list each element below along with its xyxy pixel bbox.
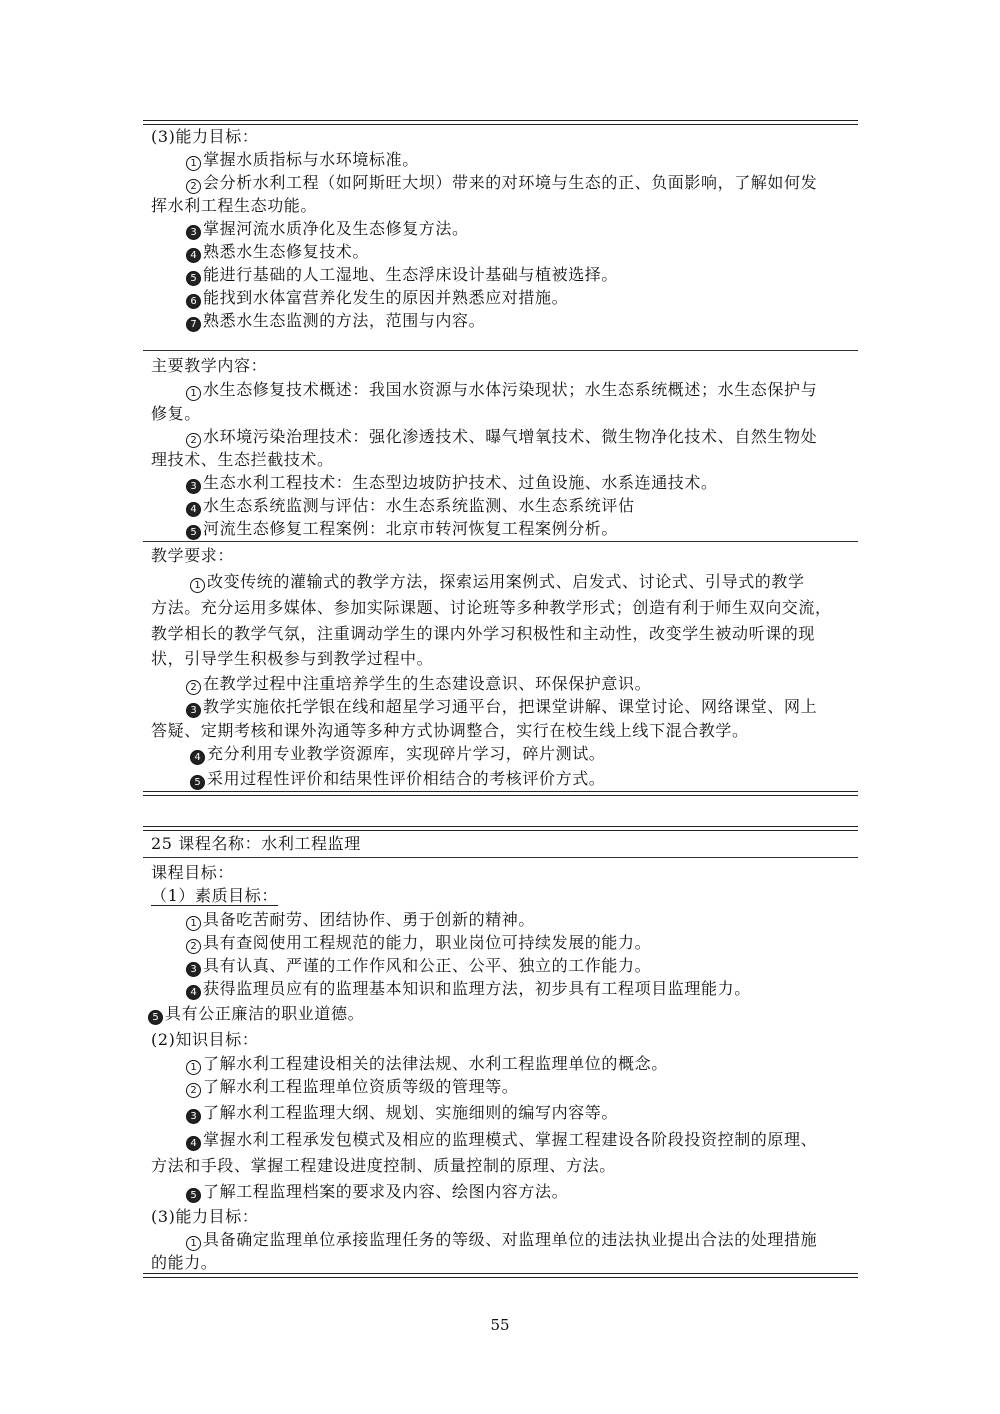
ability-item-5 — [186, 263, 886, 286]
circled-number-icon: 3 — [186, 703, 201, 718]
circled-number-icon: 6 — [186, 294, 201, 309]
circled-number-icon: 2 — [186, 179, 201, 194]
item-text: 获得监理员应有的监理基本知识和监理方法，初步具有工程项目监理能力。 — [203, 979, 751, 998]
item-text: 熟悉水生态监测的方法，范围与内容。 — [203, 311, 486, 330]
item-text: 了解水利工程建设相关的法律法规、水利工程监理单位的概念。 — [203, 1054, 668, 1073]
knowledge-item-5 — [186, 1180, 886, 1203]
circled-number-icon: 3 — [186, 479, 201, 494]
item-text: 生态水利工程技术：生态型边坡防护技术、过鱼设施、水系连通技术。 — [203, 473, 718, 492]
quality-item-3 — [186, 954, 886, 977]
item-text: 采用过程性评价和结果性评价相结合的考核评价方式。 — [207, 769, 606, 788]
item-text: 会分析水利工程（如阿斯旺大坝）带来的对环境与生态的正、负面影响，了解如何发 — [203, 173, 818, 192]
circled-number-icon: 4 — [186, 502, 201, 517]
divider — [143, 350, 858, 351]
content-line-2 — [186, 425, 886, 448]
quality-title — [151, 884, 851, 907]
ability-item-1 — [186, 148, 886, 171]
item-text: 具备吃苦耐劳、团结协作、勇于创新的精神。 — [203, 910, 536, 929]
item-text: 熟悉水生态修复技术。 — [203, 242, 370, 261]
circled-number-icon: 4 — [186, 248, 201, 263]
knowledge-item-2 — [186, 1075, 886, 1098]
circled-number-icon: 5 — [186, 271, 201, 286]
circled-number-icon: 5 — [186, 525, 201, 540]
req-line-1-cont-b: 教学相长的教学气氛，注重调动学生的课内外学习积极性和主动性，改变学生被动听课的现 — [151, 624, 816, 643]
item-text: 掌握水质指标与水环境标准。 — [203, 150, 419, 169]
ability-item-3 — [186, 217, 886, 240]
item-text: 教学实施依托学银在线和超星学习通平台，把课堂讲解、课堂讨论、网络课堂、网上 — [203, 697, 818, 716]
ability2-item-1-cont: 的能力。 — [151, 1253, 218, 1272]
bottom-double-rule — [143, 1273, 858, 1278]
ability-item-2 — [186, 171, 886, 194]
quality-item-2 — [186, 931, 886, 954]
item-text: 了解水利工程监理单位资质等级的管理等。 — [203, 1077, 519, 1096]
circled-number-icon: 1 — [186, 1236, 201, 1251]
page-number: 55 — [490, 1316, 510, 1334]
item-text: 水环境污染治理技术：强化渗透技术、曝气增氧技术、微生物净化技术、自然生物处 — [203, 427, 818, 446]
content-line-5 — [186, 517, 886, 540]
item-text: 能找到水体富营养化发生的原因并熟悉应对措施。 — [203, 288, 569, 307]
ability-item-2-cont: 挥水利工程生态功能。 — [151, 196, 318, 215]
circled-number-icon: 5 — [186, 1188, 201, 1203]
section-title-ability: (3)能力目标： — [151, 127, 259, 146]
item-text: 掌握河流水质净化及生态修复方法。 — [203, 219, 469, 238]
course-goals-title: 课程目标： — [151, 863, 235, 882]
ability-item-6 — [186, 286, 886, 309]
req-line-2 — [186, 672, 886, 695]
item-text: 了解工程监理档案的要求及内容、绘图内容方法。 — [203, 1182, 569, 1201]
req-line-1-cont-c: 状，引导学生积极参与到教学过程中。 — [151, 649, 434, 668]
circled-number-icon: 2 — [186, 433, 201, 448]
item-text: 具备确定监理单位承接监理任务的等级、对监理单位的违法执业提出合法的处理措施 — [203, 1230, 818, 1249]
quality-title-text: （1）素质目标： — [151, 886, 278, 905]
circled-number-icon: 5 — [190, 775, 205, 790]
circled-number-icon: 1 — [190, 578, 205, 593]
quality-item-1 — [186, 908, 886, 931]
divider — [143, 857, 858, 858]
req-line-1-cont-a: 方法。充分运用多媒体、参加实际课题、讨论班等多种教学形式；创造有利于师生双向交流， — [151, 598, 832, 617]
req-line-1 — [190, 570, 890, 593]
circled-number-icon: 2 — [186, 1083, 201, 1098]
item-text: 充分利用专业教学资源库，实现碎片学习，碎片测试。 — [207, 744, 606, 763]
circled-number-icon: 1 — [186, 1060, 201, 1075]
circled-number-icon: 4 — [186, 985, 201, 1000]
course-name: 25 课程名称：水利工程监理 — [151, 834, 361, 853]
req-line-4 — [190, 742, 890, 765]
section-end-double-rule — [143, 791, 858, 796]
circled-number-icon: 3 — [186, 1109, 201, 1124]
item-text: 改变传统的灌输式的教学方法，探索运用案例式、启发式、讨论式、引导式的教学 — [207, 572, 805, 591]
section-title-requirements: 教学要求： — [151, 546, 235, 565]
circled-number-icon: 4 — [186, 1136, 201, 1151]
circled-number-icon: 5 — [148, 1010, 163, 1025]
ability-item-4 — [186, 240, 886, 263]
item-text: 具有认真、严谨的工作作风和公正、公平、独立的工作能力。 — [203, 956, 652, 975]
item-text: 具有查阅使用工程规范的能力，职业岗位可持续发展的能力。 — [203, 933, 652, 952]
req-line-5 — [190, 767, 890, 790]
knowledge-item-3 — [186, 1101, 886, 1124]
item-text: 河流生态修复工程案例：北京市转河恢复工程案例分析。 — [203, 519, 619, 538]
knowledge-item-4 — [186, 1128, 886, 1151]
req-line-3 — [186, 695, 886, 718]
item-text: 具有公正廉洁的职业道德。 — [165, 1004, 365, 1023]
circled-number-icon: 1 — [186, 156, 201, 171]
circled-number-icon: 3 — [186, 962, 201, 977]
item-text: 能进行基础的人工湿地、生态浮床设计基础与植被选择。 — [203, 265, 619, 284]
content-line-4 — [186, 494, 886, 517]
ability-item-7 — [186, 309, 886, 332]
circled-number-icon: 2 — [186, 939, 201, 954]
req-line-3-cont: 答疑、定期考核和课外沟通等多种方式协调整合，实行在校生线上线下混合教学。 — [151, 721, 749, 740]
item-text: 在教学过程中注重培养学生的生态建设意识、环保保护意识。 — [203, 674, 652, 693]
quality-item-4 — [186, 977, 886, 1000]
ability-title-2: (3)能力目标： — [151, 1207, 259, 1226]
knowledge-item-4-cont: 方法和手段、掌握工程建设进度控制、质量控制的原理、方法。 — [151, 1156, 616, 1175]
item-text: 了解水利工程监理大纲、规划、实施细则的编写内容等。 — [203, 1103, 619, 1122]
item-text: 水生态系统监测与评估：水生态系统监测、水生态系统评估 — [203, 496, 635, 515]
knowledge-item-1 — [186, 1052, 886, 1075]
circled-number-icon: 4 — [190, 750, 205, 765]
circled-number-icon: 2 — [186, 680, 201, 695]
content-line-3 — [186, 471, 886, 494]
item-text: 掌握水利工程承发包模式及相应的监理模式、掌握工程建设各阶段投资控制的原理、 — [203, 1130, 818, 1149]
ability2-item-1 — [186, 1228, 886, 1251]
quality-item-5 — [148, 1002, 848, 1025]
knowledge-title: (2)知识目标： — [151, 1030, 259, 1049]
circled-number-icon: 3 — [186, 225, 201, 240]
circled-number-icon: 7 — [186, 317, 201, 332]
content-line-1-cont: 修复。 — [151, 404, 201, 423]
circled-number-icon: 1 — [186, 916, 201, 931]
circled-number-icon: 1 — [186, 386, 201, 401]
content-line-2-cont: 理技术、生态拦截技术。 — [151, 450, 334, 469]
item-text: 水生态修复技术概述：我国水资源与水体污染现状；水生态系统概述；水生态保护与 — [203, 380, 818, 399]
section-title-content: 主要教学内容： — [151, 356, 268, 375]
divider — [143, 541, 858, 542]
content-line-1 — [186, 378, 886, 401]
course-top-double-rule — [143, 826, 858, 831]
